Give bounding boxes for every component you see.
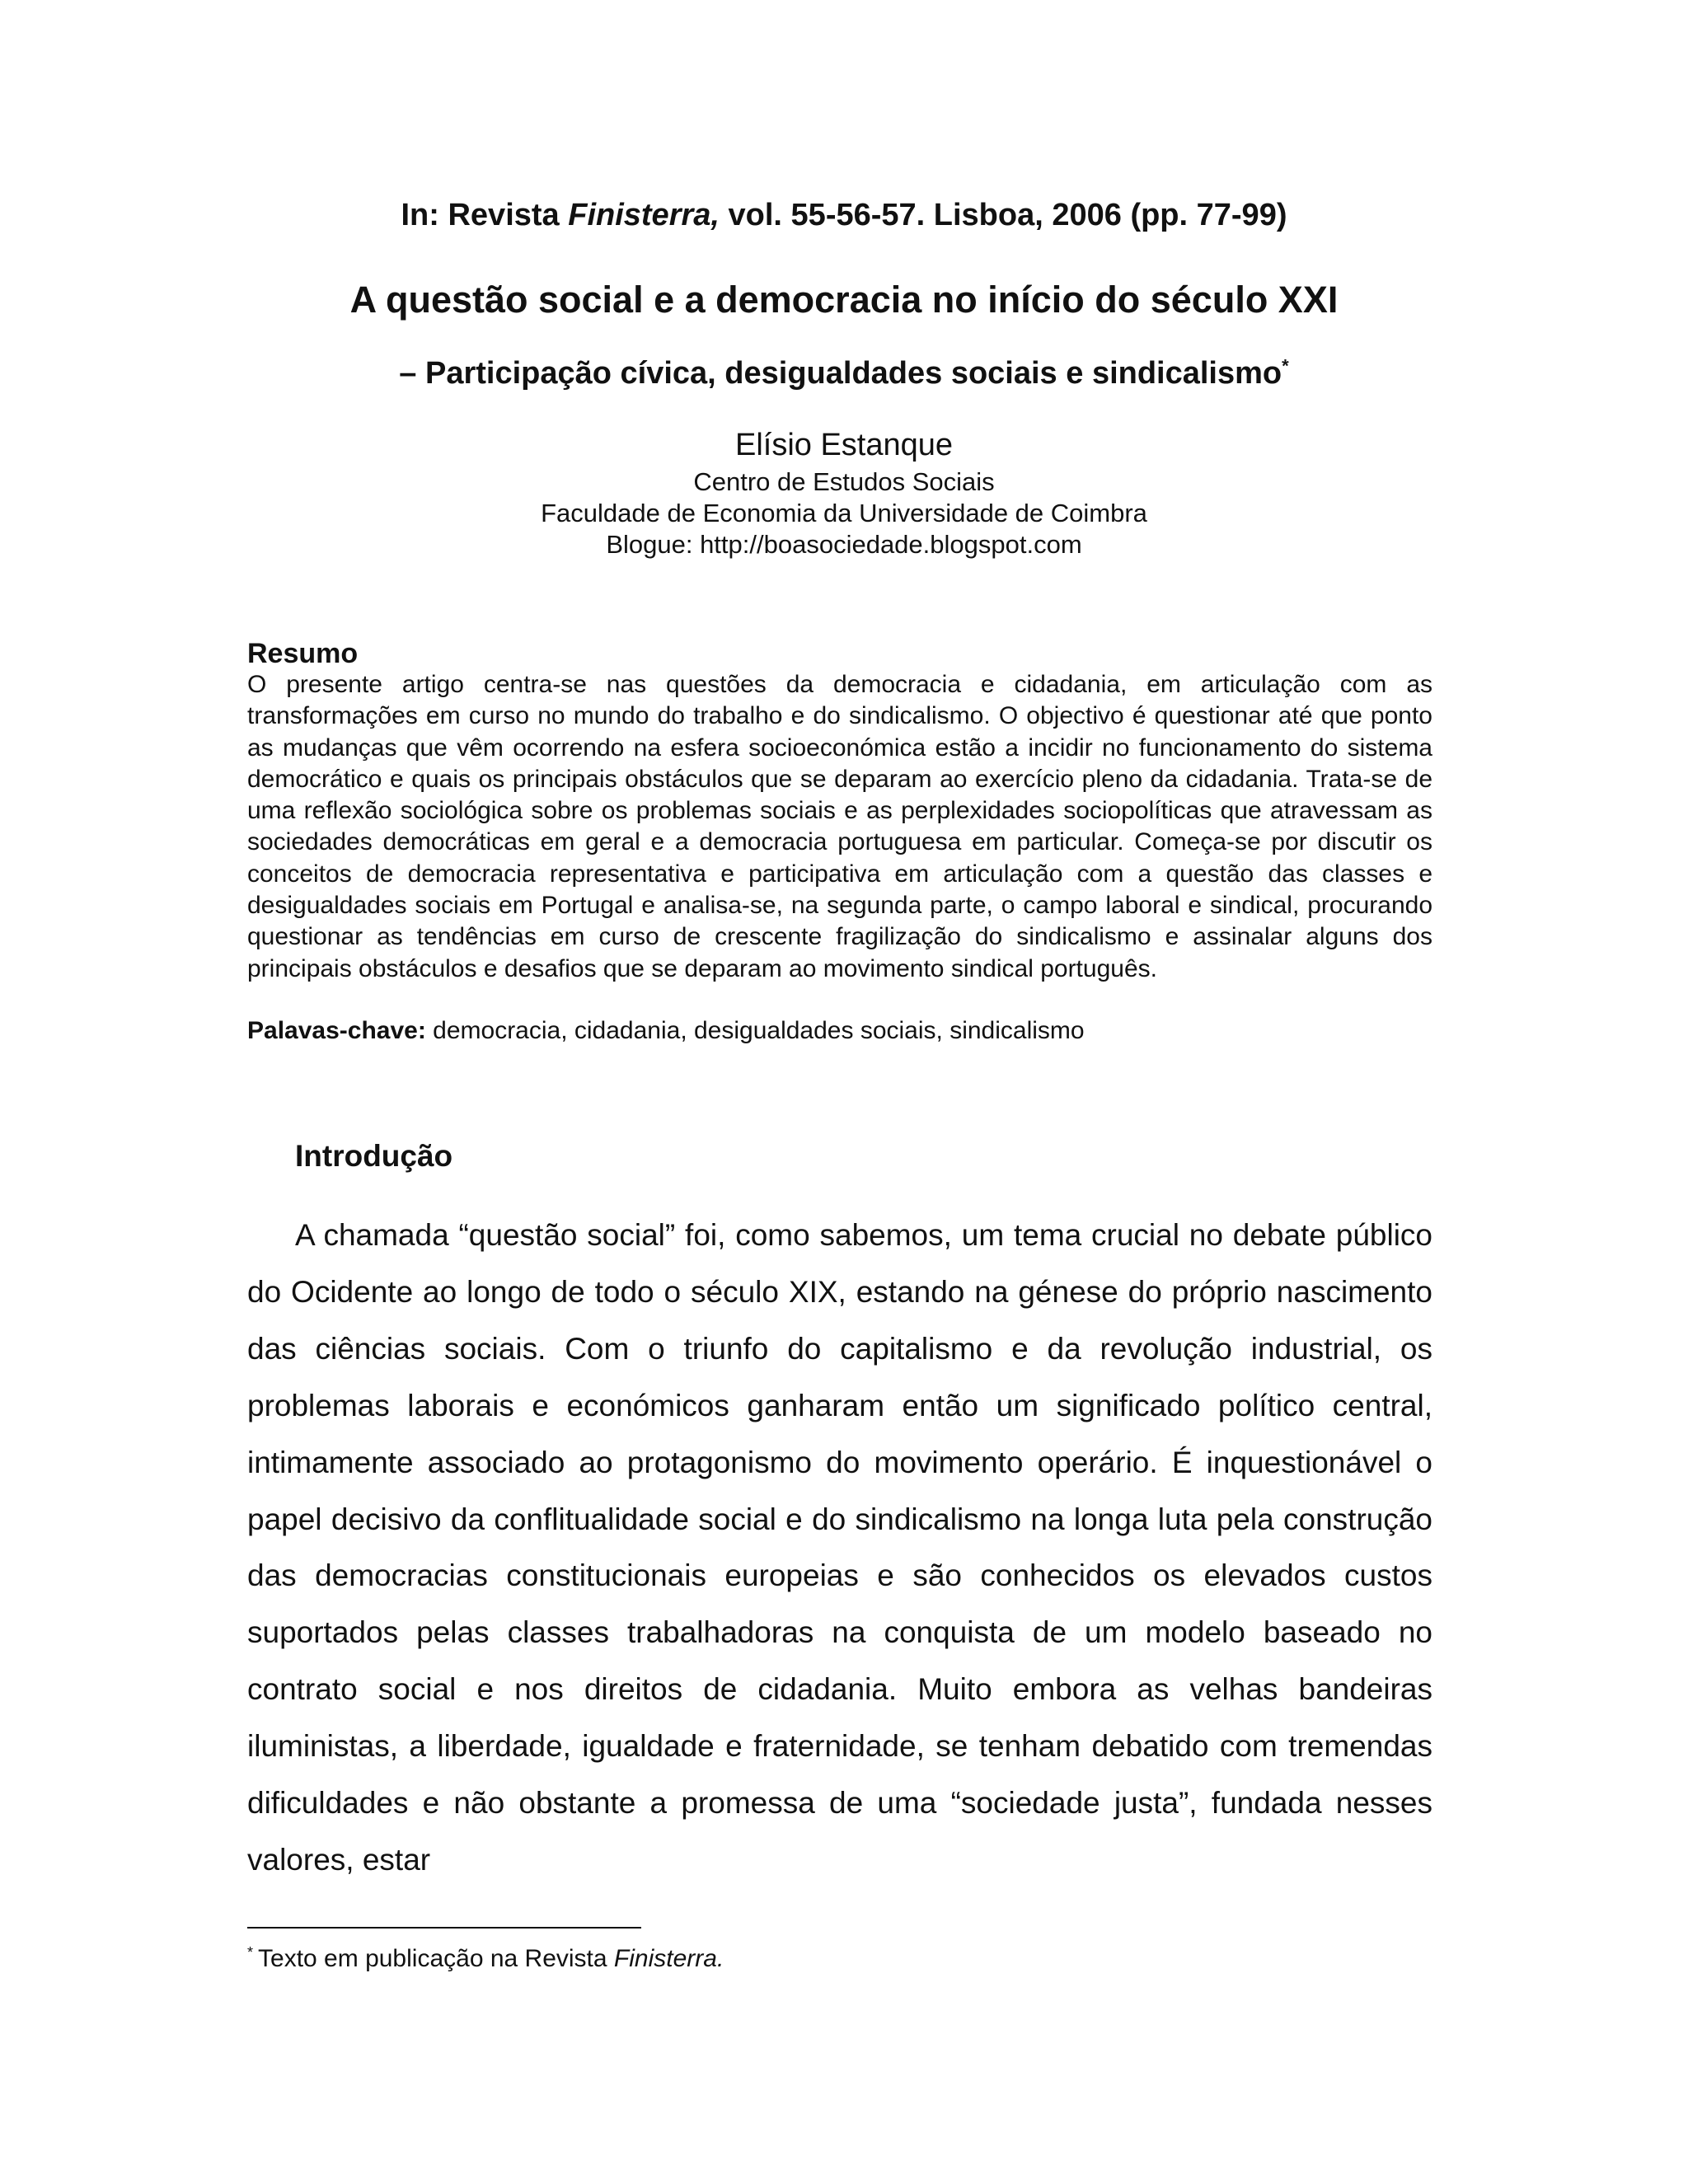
subtitle-text: – Participação cívica, desigualdades sociais e sindicalismo (399, 356, 1282, 391)
footnote-journal: Finisterra. (613, 1945, 724, 1972)
author-blog: Blogue: http://boasociedade.blogspot.com (606, 530, 1082, 559)
footnote-reference: * (1282, 355, 1289, 377)
footnote-divider (247, 1927, 641, 1929)
keywords (247, 1015, 1432, 1047)
citation-suffix: vol. 55-56-57. Lisboa, 2006 (pp. 77-99) (719, 198, 1287, 232)
paper-subtitle (0, 353, 1688, 394)
author-name: Elísio Estanque (734, 428, 954, 462)
introduction-heading: Introdução (295, 1139, 453, 1173)
author-affiliation-faculty: Faculdade de Economia da Universidade de Coimbra (541, 499, 1147, 527)
author-affiliation-center: Centro de Estudos Sociais (693, 467, 995, 496)
introduction-paragraph: A chamada “questão social” foi, como sabemos, um tema crucial no debate público do Ocidente ao longo de todo o século XIX, estando na génese do próprio nascimento das ciências sociais. Com o triunfo do capitalismo e da revolução industrial, os problemas laborais e económicos ganharam então um significado político central, intimamente associado ao protagonismo do movimento operário. É inquestionável o papel decisivo da conflitualidade social e do sindicalismo na longa luta pela construção das democracias constitucionais europeias e são conhecidos os elevados custos suportados pelas classes trabalhadoras na conquista de um modelo baseado no contrato social e nos direitos de cidadania. Muito embora as velhas bandeiras iluministas, a liberdade, igualdade e fraternidade, se tenham debatido com tremendas dificuldades e não obstante a promessa de uma “sociedade justa”, fundada nesses valores, estar (247, 1218, 1432, 1877)
citation-header (0, 196, 1688, 234)
footnote-text: Texto em publicação na Revista (258, 1945, 614, 1972)
keywords-list: democracia, cidadania, desigualdades sociais, sindicalismo (425, 1017, 1085, 1044)
footnote-marker: * (247, 1944, 254, 1961)
citation-prefix: In: Revista (401, 198, 569, 232)
citation-journal: Finisterra, (568, 198, 720, 232)
paper-title: A questão social e a democracia no início do século XXI (349, 279, 1339, 321)
keywords-label: Palavas-chave: (247, 1017, 426, 1044)
footnote (247, 1943, 724, 1975)
abstract-heading: Resumo (247, 638, 359, 669)
abstract-text: O presente artigo centra-se nas questões da democracia e cidadania, em articulação com as transformações em curso no mundo do trabalho e do sindicalismo. O objectivo é questionar até que ponto as mudanças que vêm ocorrendo na esfera socioeconómica estão a incidir no funcionamento do sistema democrático e quais os principais obstáculos que se deparam ao exercício pleno da cidadania. Trata-se de uma reflexão sociológica sobre os problemas sociais e as perplexidades sociopolíticas que atravessam as sociedades democráticas em geral e a democracia portuguesa em particular. Começa-se por discutir os conceitos de democracia representativa e participativa em articulação com a questão das classes e desigualdades sociais em Portugal e analisa-se, na segunda parte, o campo laboral e sindical, procurando questionar as tendências em curso de crescente fragilização do sindicalismo e assinalar alguns dos principais obstáculos e desafios que se deparam ao movimento sindical português. (247, 671, 1432, 982)
